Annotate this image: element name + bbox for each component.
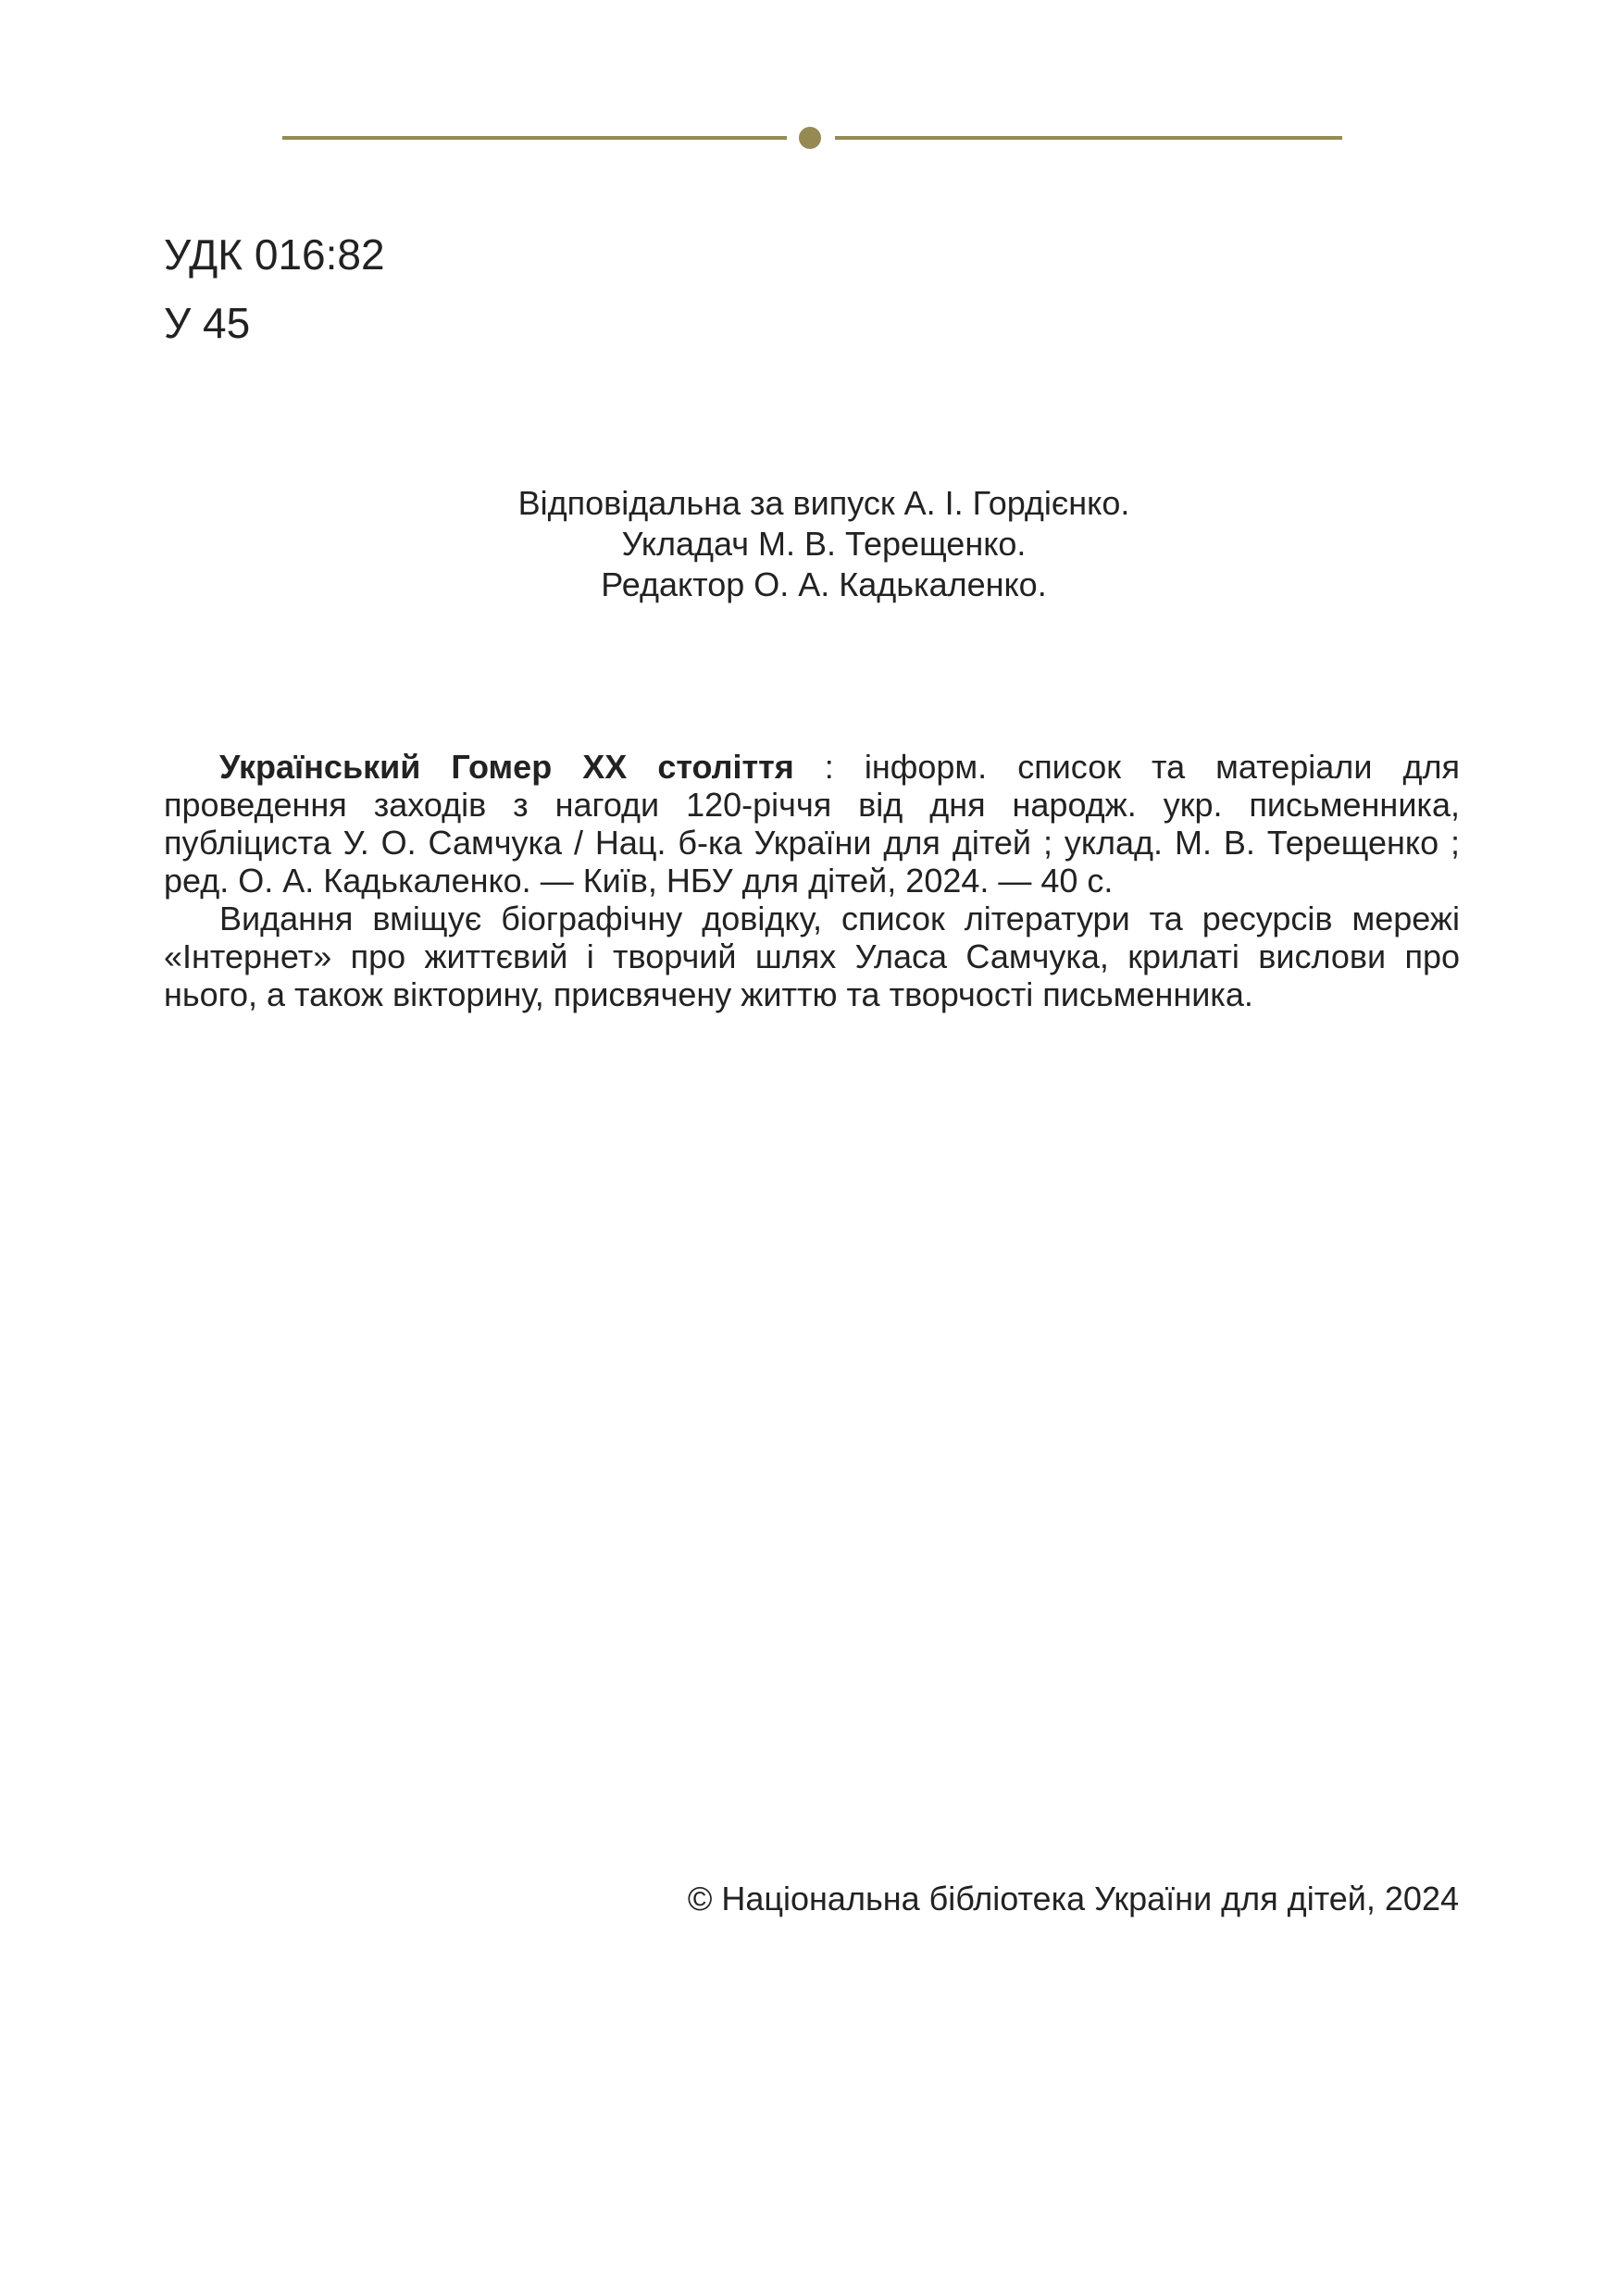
bibliographic-description: [164, 748, 1460, 1013]
decorative-ornament: [282, 126, 1342, 150]
ornament-dot-icon: [799, 127, 821, 149]
author-mark: У 45: [164, 299, 251, 347]
bibliographic-entry: [164, 748, 1460, 900]
ornament-line-right: [835, 136, 1342, 140]
credit-compiler: Укладач М. В. Терещенко.: [621, 525, 1027, 563]
classification-block: [164, 220, 385, 357]
ornament-line-left: [282, 136, 787, 140]
credit-editor: Редактор О. А. Кадькаленко.: [601, 565, 1047, 603]
udk-code: УДК 016:82: [164, 230, 385, 279]
bibliographic-details: : інформ. список та матеріали для проведення заходів з нагоди 120-річчя від дня народж. укр. письменника, публіциста У. О. Самчука / Нац. б-ка України для дітей ; уклад. М. В. Терещенко ; ред. О. А. Кадькаленко. — Київ, НБУ для дітей, 2024. — 40 с.: [164, 748, 1460, 900]
book-title: Український Гомер ХХ століття: [219, 748, 794, 786]
credit-responsible: Відповідальна за випуск А. І. Гордієнко.: [517, 484, 1130, 522]
credits-block: [444, 483, 1203, 605]
copyright-notice: © Національна бібліотека України для дітей, 2024: [687, 1880, 1459, 1917]
annotation: Видання вміщує біографічну довідку, список літератури та ресурсів мережі «Інтернет» про життєвий і творчий шлях Уласа Самчука, крилаті вислови про нього, а також вікторину, присвячену життю та творчості письменника.: [164, 900, 1460, 1013]
